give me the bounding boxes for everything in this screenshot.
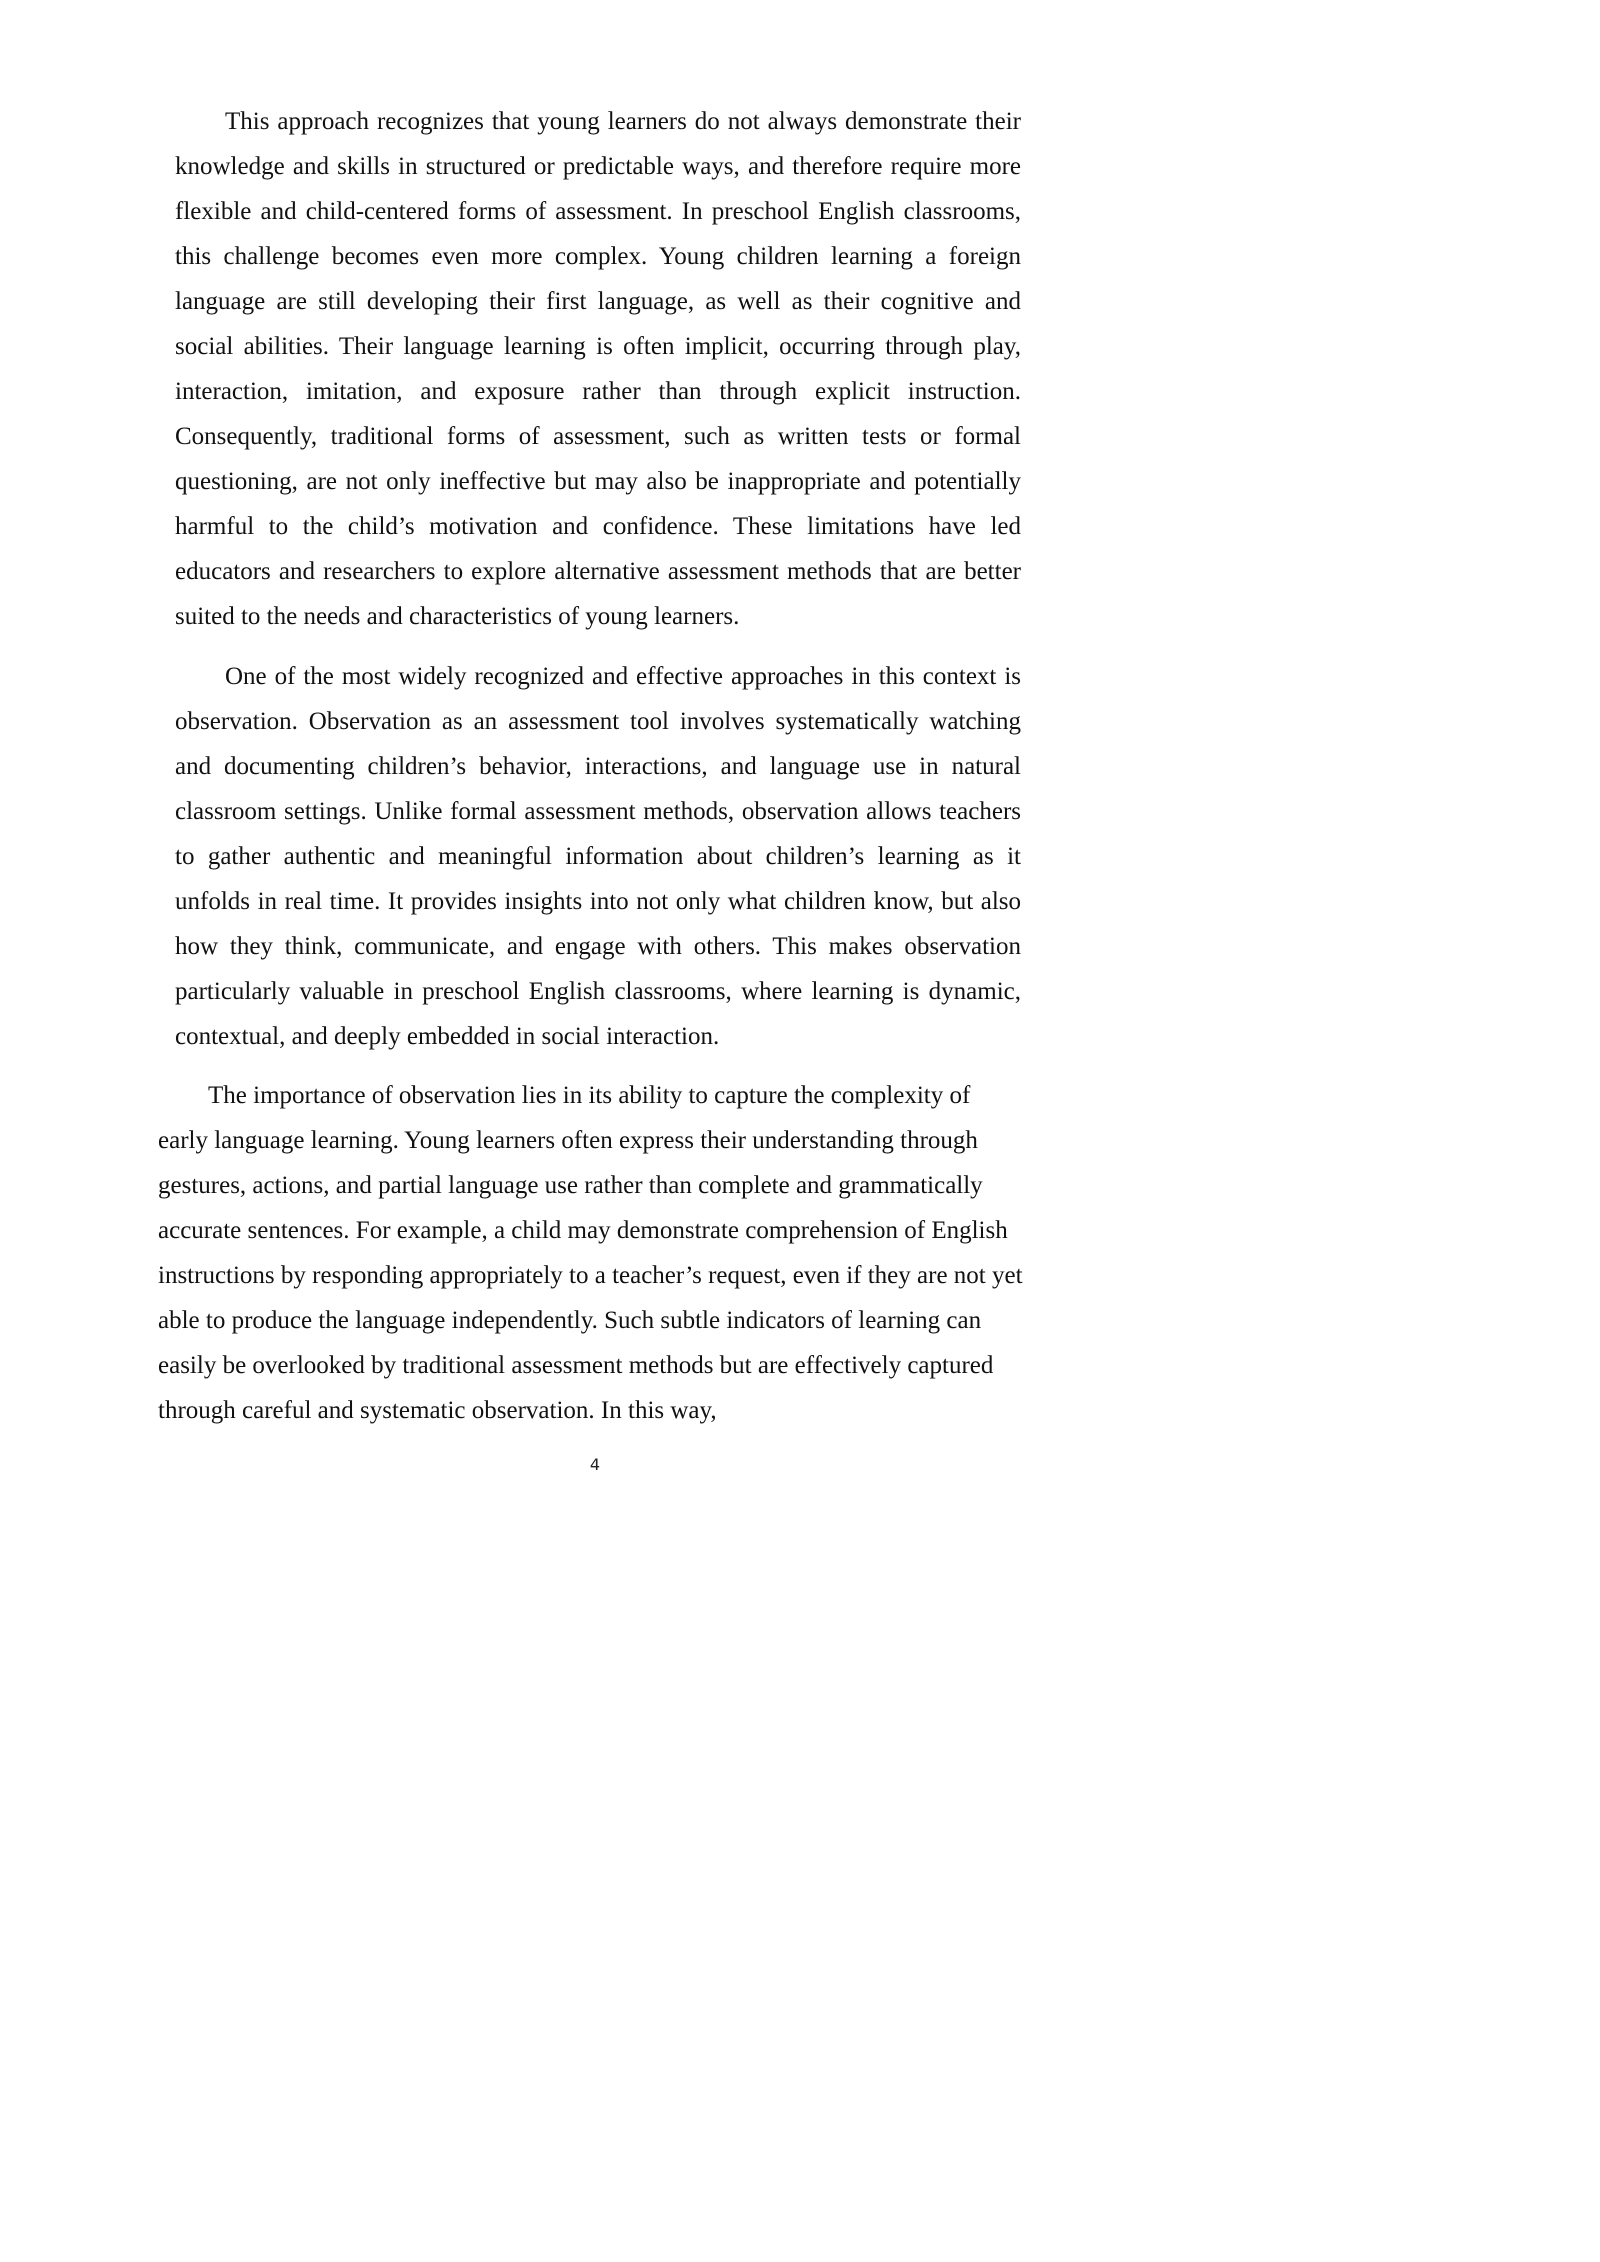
body-paragraph-1: This approach recognizes that young learners do not always demonstrate their knowledge and skills in structured or predictable ways, and therefore require more flexible and child-centered forms of assessment. In preschool English classrooms, this challenge becomes even more complex. Young children learning a foreign language are still developing their first language, as well as their cognitive and social abilities. Their language learning is often implicit, occurring through play, interaction, imitation, and exposure rather than through explicit instruction. Consequently, traditional forms of assessment, such as written tests or formal questioning, are not only ineffective but may also be inappropriate and potentially harmful to the child’s motivation and confidence. These limitations have led educators and researchers to explore alternative assessment methods that are better suited to the needs and characteristics of young learners. bbox=[175, 108, 1021, 630]
body-paragraph-3: The importance of observation lies in its ability to capture the complexity of early language learning. Young learners often express their understanding through gestures, actions, and partial language use rather than complete and grammatically accurate sentences. For example, a child may demonstrate comprehension of English instructions by responding appropriately to a teacher’s request, even if they are not yet able to produce the language independently. Such subtle indicators of learning can easily be overlooked by traditional assessment methods but are effectively captured through careful and systematic observation. In this way, bbox=[158, 1082, 1023, 1424]
page-number: 4 bbox=[589, 1455, 601, 1474]
body-paragraph-2: One of the most widely recognized and effective approaches in this context is observation. Observation as an assessment tool involves systematically watching and documenting children’s behavior, interactions, and language use in natural classroom settings. Unlike formal assessment methods, observation allows teachers to gather authentic and meaningful information about children’s learning as it unfolds in real time. It provides insights into not only what children know, but also how they think, communicate, and engage with others. This makes observation particularly valuable in preschool English classrooms, where learning is dynamic, contextual, and deeply embedded in social interaction. bbox=[175, 663, 1021, 1050]
document-page bbox=[0, 0, 1103, 1561]
